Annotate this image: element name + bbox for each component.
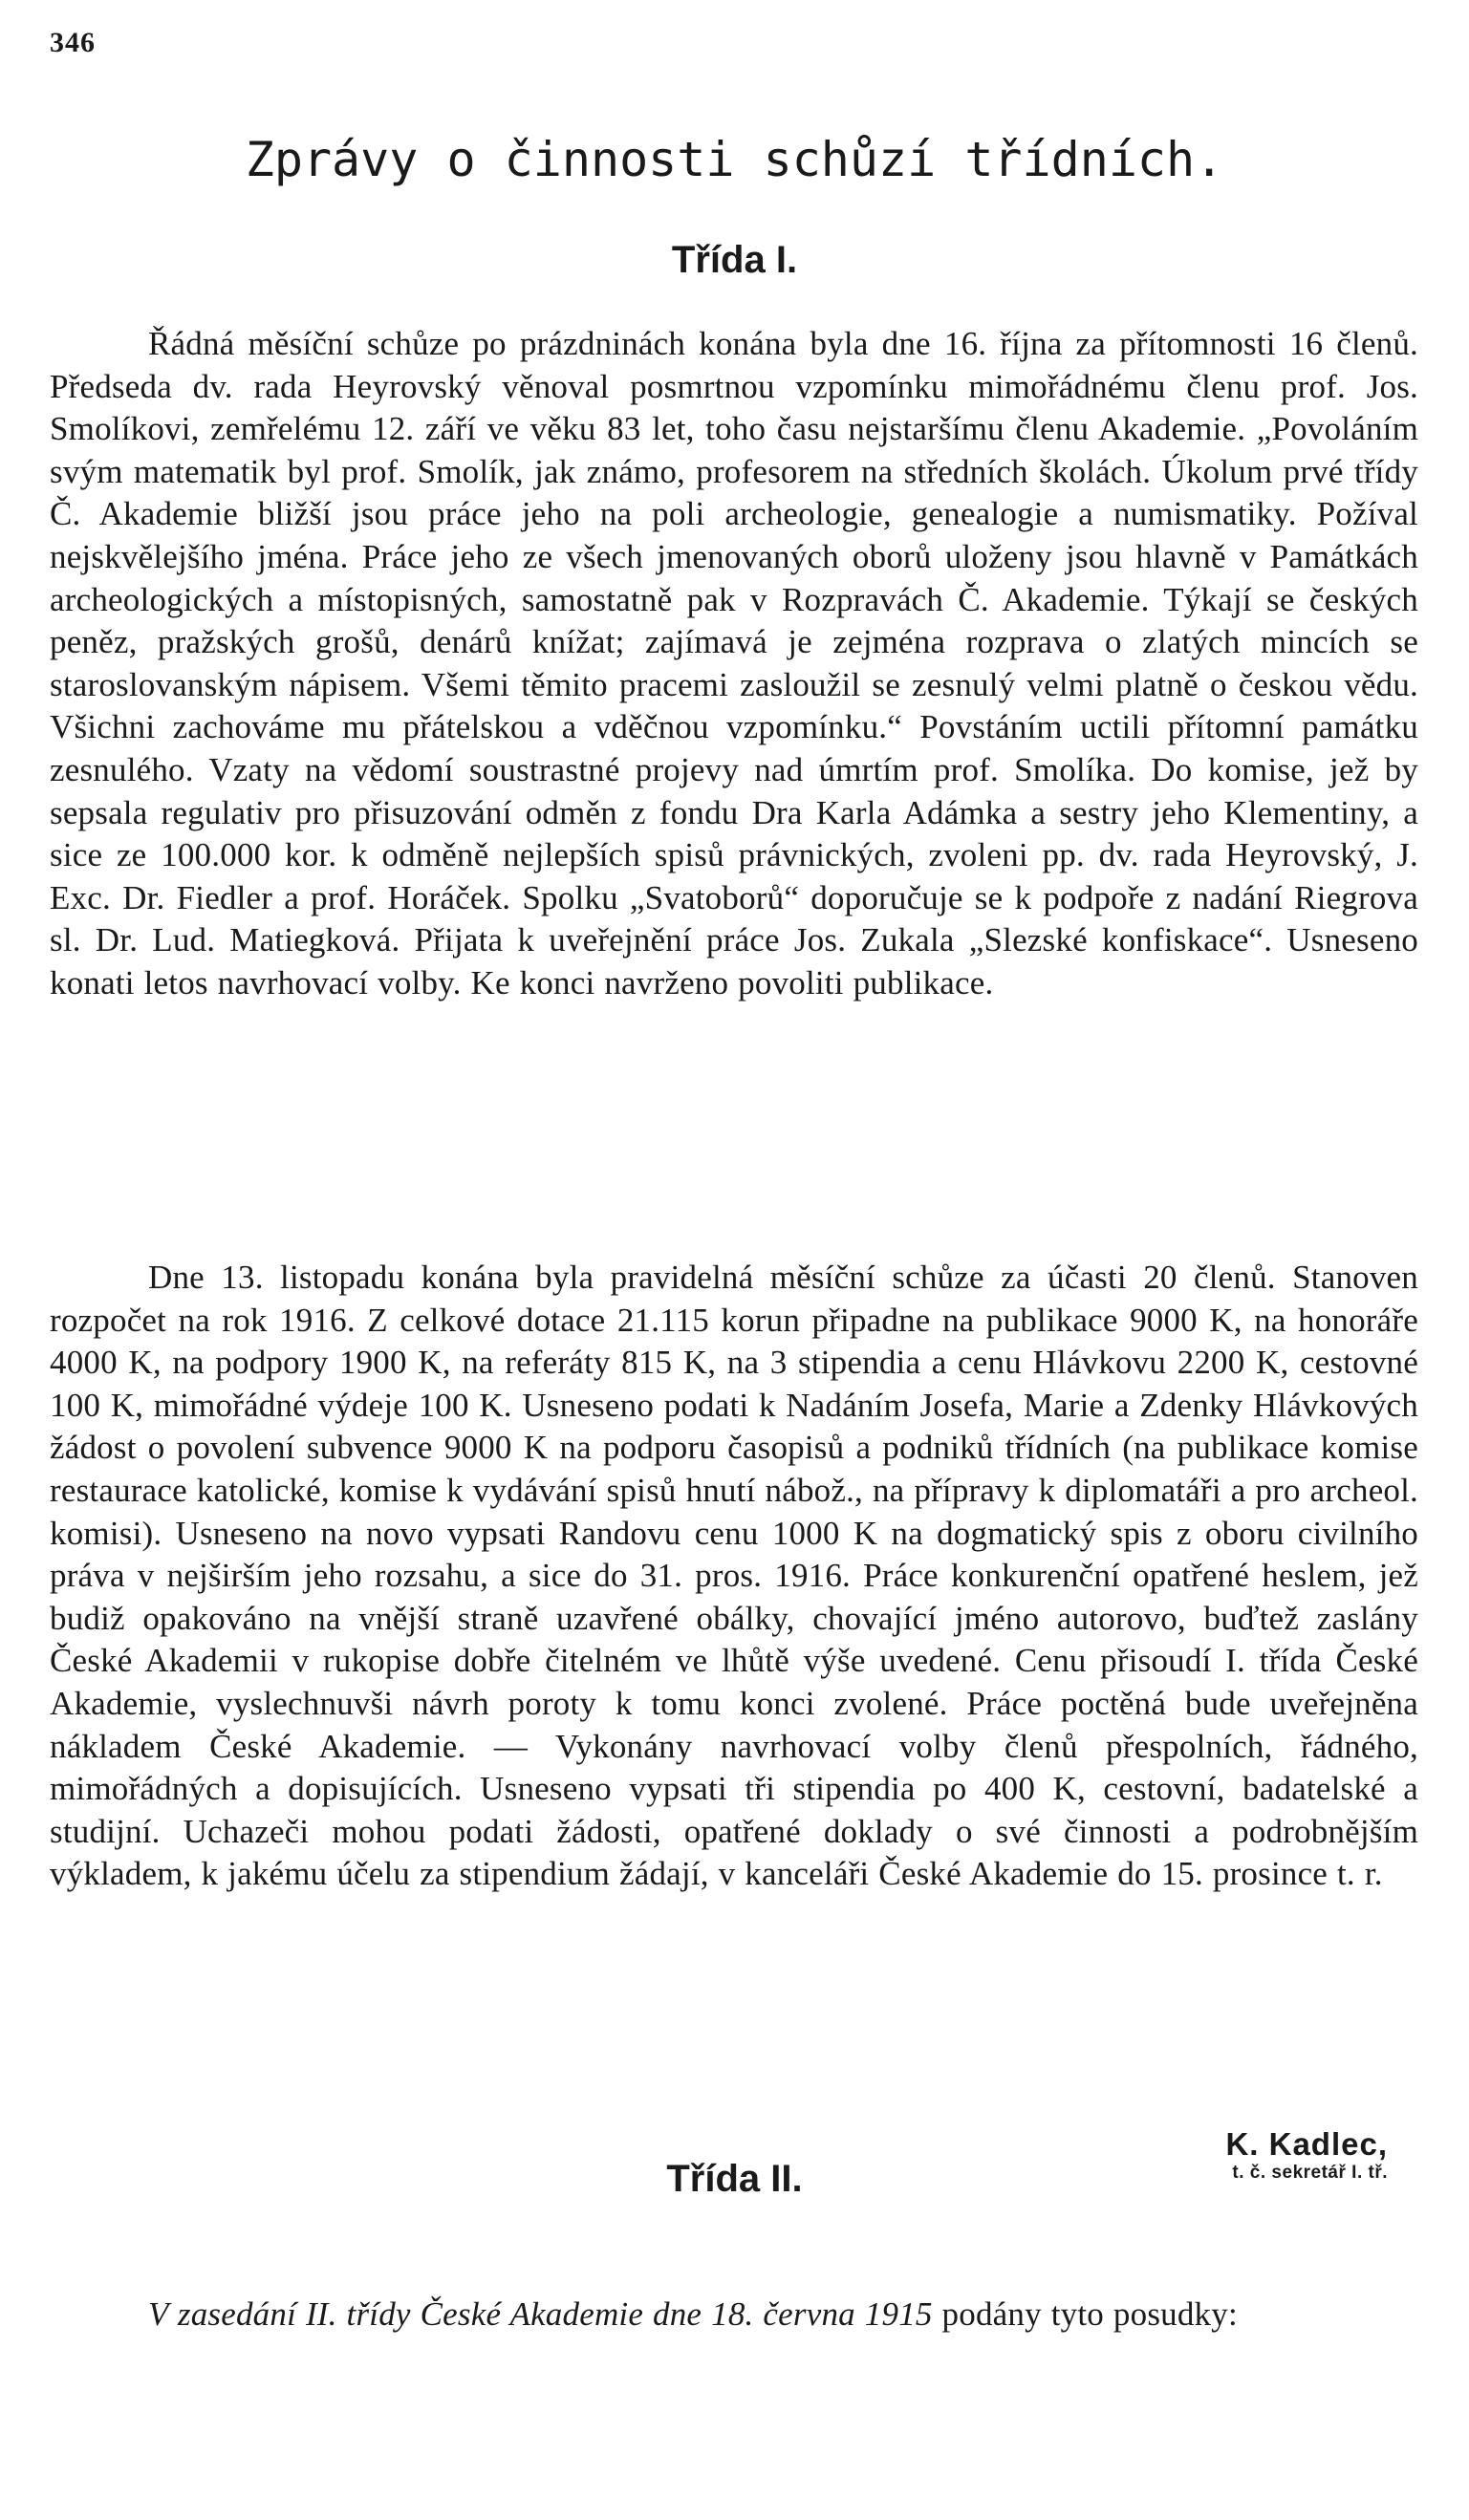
class-2-intro-paragraph [50, 2294, 1418, 2337]
section-heading-class-2: Třída II. [666, 2158, 803, 2200]
class-1-paragraph-2: Dne 13. listopadu konána byla pravidelná měsíční schůze za účasti 20 členů. Stanoven rozpočet na rok 1916. Z celkové dotace 21.115 korun připadne na publikace 9000 K, na honoráře 4000 K, na podpory 1900 K, na referáty 815 K, na 3 stipendia a cenu Hlávkovu 2200 K, cestovné 100 K, mimořádné výdeje 100 K. Usneseno podati k Nadáním Josefa, Marie a Zdenky Hlávkových žádost o povolení subvence 9000 K na podporu časopisů a podniků třídních (na publikace komise restaurace katolické, komise k vydávání spisů hnutí nábož., na přípravy k diplomatáři a pro archeol. komisi). Usneseno na novo vypsati Randovu cenu 1000 K na dogmatický spis z oboru civilního práva v nejširším jeho rozsahu, a sice do 31. pros. 1916. Práce konkurenční opatřené heslem, jež budiž opakováno na vnější straně uzavřené obálky, chovající jméno autorovo, buďtež zaslány České Akademii v rukopise dobře čitelném ve lhůtě výše uvedené. Cenu přisoudí I. třída České Akademie, vyslechnuvši návrh poroty k tomu konci zvolené. Práce poctěná bude uveřejněna nákladem České Akademie. — Vykonány navrhovací volby členů přespolních, řádného, mimořádných a dopisujících. Usneseno vypsati tři stipendia po 400 K, cestovní, badatelské a studijní. Uchazeči mohou podati žádosti, opatřené doklady o své činnosti a podrobnějším výkladem, k jakému účelu za stipendium žádají, v kanceláři České Akademie do 15. prosince t. r. [50, 1259, 1418, 1893]
signature-role: t. č. sekretář I. tř. [1232, 2163, 1388, 2183]
page-number: 346 [50, 27, 96, 58]
class-2-intro-rest: podány tyto posudky: [932, 2295, 1238, 2333]
class-2-intro-italic: V zasedání II. třídy České Akademie dne 18. června 1915 [148, 2295, 933, 2333]
page-title: Zprávy o činnosti schůzí třídních. [245, 132, 1224, 187]
signature-name: K. Kadlec, [1225, 2126, 1388, 2162]
class-1-paragraph-1: Řádná měsíční schůze po prázdninách konána byla dne 16. října za přítomnosti 16 členů. Předseda dv. rada Heyrovský věnoval posmrtnou vzpomínku mimořádnému členu prof. Jos. Smolíkovi, zemřelému 12. září ve věku 83 let, toho času nejstaršímu členu Akademie. „Povoláním svým matematik byl prof. Smolík, jak známo, profesorem na středních školách. Úkolum prvé třídy Č. Akademie bližší jsou práce jeho na poli archeologie, genealogie a numismatiky. Požíval nejskvělejšího jména. Práce jeho ze všech jmenovaných oborů uloženy jsou hlavně v Památkách archeologických a místopisných, samostatně pak v Rozpravách Č. Akademie. Týkají se českých peněz, pražských grošů, denárů knížat; zajímavá je zejména rozprava o zlatých mincích se staroslovanským nápisem. Všemi těmito pracemi zasloužil se zesnulý velmi platně o českou vědu. Všichni zachováme mu přátelskou a vděčnou vzpomínku.“ Povstáním uctili přítomní památku zesnulého. Vzaty na vědomí soustrastné projevy nad úmrtím prof. Smolíka. Do komise, jež by sepsala regulativ pro přisuzování odměn z fondu Dra Karla Adámka a sestry jeho Klementiny, a sice ze 100.000 kor. k odměně nejlepších spisů právnických, zvoleni pp. dv. rada Heyrovský, J. Exc. Dr. Fiedler a prof. Horáček. Spolku „Svatoborů“ doporučuje se k podpoře z nadání Riegrova sl. Dr. Lud. Matiegková. Přijata k uveřejnění práce Jos. Zukala „Slezské konfiskace“. Usneseno konati letos navrhovací volby. Ke konci navrženo povoliti publikace. [50, 325, 1418, 1002]
section-heading-class-1: Třída I. [671, 239, 798, 281]
